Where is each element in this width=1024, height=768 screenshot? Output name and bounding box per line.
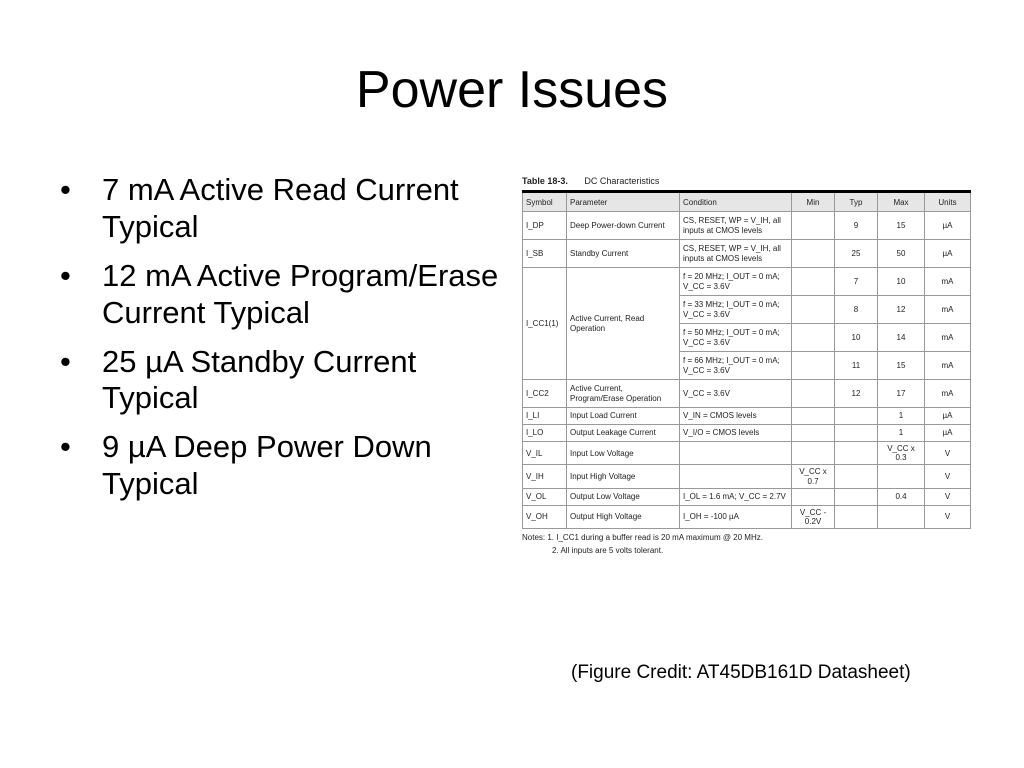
- cell-min: V_CC x 0.7: [792, 465, 835, 488]
- cell-min: [792, 324, 835, 352]
- cell-units: V: [925, 505, 971, 528]
- cell-min: [792, 442, 835, 465]
- cell-typ: 7: [835, 268, 878, 296]
- cell-typ: [835, 442, 878, 465]
- table-caption: [522, 176, 970, 186]
- cell-symbol: I_LI: [523, 408, 567, 425]
- cell-max: 15: [878, 352, 925, 380]
- cell-units: µA: [925, 408, 971, 425]
- cell-max: [878, 465, 925, 488]
- cell-typ: 8: [835, 296, 878, 324]
- bullet-icon: •: [60, 172, 71, 207]
- bullet-icon: •: [60, 429, 71, 465]
- cell-max: 1: [878, 425, 925, 442]
- cell-typ: 25: [835, 240, 878, 268]
- cell-parameter: Output Leakage Current: [567, 425, 680, 442]
- cell-min: [792, 488, 835, 505]
- cell-typ: 12: [835, 380, 878, 408]
- cell-max: 10: [878, 268, 925, 296]
- cell-parameter: Active Current, Program/Erase Operation: [567, 380, 680, 408]
- cell-min: [792, 408, 835, 425]
- cell-min: [792, 212, 835, 240]
- bullet-text: 12 mA Active Program/Erase Current Typical: [102, 257, 499, 330]
- cell-typ: [835, 408, 878, 425]
- cell-min: [792, 352, 835, 380]
- table-row: [523, 505, 971, 528]
- cell-parameter: Input Low Voltage: [567, 442, 680, 465]
- bullet-text: 7 mA Active Read Current Typical: [102, 172, 459, 244]
- table-row: [523, 488, 971, 505]
- cell-units: mA: [925, 268, 971, 296]
- cell-typ: 11: [835, 352, 878, 380]
- cell-condition: f = 50 MHz; I_OUT = 0 mA; V_CC = 3.6V: [680, 324, 792, 352]
- bullet-item: [60, 258, 500, 332]
- cell-units: mA: [925, 380, 971, 408]
- col-header: Units: [925, 192, 971, 212]
- cell-units: V: [925, 488, 971, 505]
- col-header: Condition: [680, 192, 792, 212]
- cell-min: V_CC - 0.2V: [792, 505, 835, 528]
- cell-condition: V_CC = 3.6V: [680, 380, 792, 408]
- cell-max: V_CC x 0.3: [878, 442, 925, 465]
- dc-characteristics-table: [522, 190, 971, 529]
- table-row: [523, 212, 971, 240]
- table-title: DC Characteristics: [584, 176, 660, 186]
- cell-symbol: V_IL: [523, 442, 567, 465]
- cell-symbol: V_IH: [523, 465, 567, 488]
- cell-units: mA: [925, 296, 971, 324]
- table-row: [523, 465, 971, 488]
- dc-characteristics-figure: [522, 176, 970, 558]
- cell-condition: CS, RESET, WP = V_IH, all inputs at CMOS levels: [680, 240, 792, 268]
- cell-parameter: Standby Current: [567, 240, 680, 268]
- cell-max: 12: [878, 296, 925, 324]
- cell-symbol: I_SB: [523, 240, 567, 268]
- col-header: Max: [878, 192, 925, 212]
- cell-condition: I_OH = -100 µA: [680, 505, 792, 528]
- cell-typ: [835, 425, 878, 442]
- cell-symbol: I_LO: [523, 425, 567, 442]
- bullet-item: [60, 172, 500, 246]
- cell-symbol: V_OH: [523, 505, 567, 528]
- cell-typ: [835, 488, 878, 505]
- cell-typ: 9: [835, 212, 878, 240]
- bullet-text: 25 µA Standby Current Typical: [102, 343, 417, 416]
- cell-condition: V_IN = CMOS levels: [680, 408, 792, 425]
- cell-symbol: V_OL: [523, 488, 567, 505]
- bullet-list: [60, 172, 500, 515]
- table-row: [523, 240, 971, 268]
- cell-max: 0.4: [878, 488, 925, 505]
- cell-condition: CS, RESET, WP = V_IH, all inputs at CMOS levels: [680, 212, 792, 240]
- figure-credit: (Figure Credit: AT45DB161D Datasheet): [571, 662, 911, 683]
- cell-max: 17: [878, 380, 925, 408]
- bullet-item: [60, 344, 500, 418]
- cell-condition: I_OL = 1.6 mA; V_CC = 2.7V: [680, 488, 792, 505]
- col-header: Symbol: [523, 192, 567, 212]
- cell-units: µA: [925, 425, 971, 442]
- cell-min: [792, 240, 835, 268]
- cell-units: µA: [925, 212, 971, 240]
- cell-units: µA: [925, 240, 971, 268]
- cell-condition: f = 33 MHz; I_OUT = 0 mA; V_CC = 3.6V: [680, 296, 792, 324]
- table-label: Table 18-3.: [522, 176, 568, 186]
- cell-symbol: I_CC2: [523, 380, 567, 408]
- cell-units: mA: [925, 352, 971, 380]
- cell-units: V: [925, 465, 971, 488]
- table-note: Notes: 1. I_CC1 during a buffer read is 20 mA maximum @ 20 MHz.: [522, 533, 763, 543]
- cell-max: 15: [878, 212, 925, 240]
- bullet-icon: •: [60, 257, 71, 293]
- col-header: Min: [792, 192, 835, 212]
- bullet-text: 9 µA Deep Power Down Typical: [102, 429, 432, 502]
- cell-condition: f = 66 MHz; I_OUT = 0 mA; V_CC = 3.6V: [680, 352, 792, 380]
- col-header: Parameter: [567, 192, 680, 212]
- cell-min: [792, 296, 835, 324]
- cell-condition: V_I/O = CMOS levels: [680, 425, 792, 442]
- cell-max: 1: [878, 408, 925, 425]
- cell-condition: [680, 442, 792, 465]
- cell-parameter: Input Load Current: [567, 408, 680, 425]
- col-header: Typ: [835, 192, 878, 212]
- bullet-icon: •: [60, 343, 71, 379]
- cell-min: [792, 268, 835, 296]
- cell-typ: [835, 465, 878, 488]
- table-row: [523, 425, 971, 442]
- cell-parameter: Input High Voltage: [567, 465, 680, 488]
- table-notes: [522, 532, 970, 558]
- cell-symbol: I_CC1(1): [523, 268, 567, 380]
- cell-units: mA: [925, 324, 971, 352]
- cell-condition: [680, 465, 792, 488]
- cell-units: V: [925, 442, 971, 465]
- bullet-item: [60, 429, 500, 503]
- table-header-row: [523, 192, 971, 212]
- cell-typ: [835, 505, 878, 528]
- slide-title: Power Issues: [355, 61, 669, 119]
- cell-parameter: Output Low Voltage: [567, 488, 680, 505]
- cell-min: [792, 425, 835, 442]
- cell-parameter: Active Current, Read Operation: [567, 268, 680, 380]
- cell-condition: f = 20 MHz; I_OUT = 0 mA; V_CC = 3.6V: [680, 268, 792, 296]
- cell-max: 14: [878, 324, 925, 352]
- table-note: 2. All inputs are 5 volts tolerant.: [552, 545, 664, 555]
- table-row: [523, 408, 971, 425]
- cell-symbol: I_DP: [523, 212, 567, 240]
- cell-typ: 10: [835, 324, 878, 352]
- cell-min: [792, 380, 835, 408]
- cell-parameter: Output High Voltage: [567, 505, 680, 528]
- table-row: [523, 442, 971, 465]
- cell-parameter: Deep Power-down Current: [567, 212, 680, 240]
- table-row: [523, 380, 971, 408]
- cell-max: 50: [878, 240, 925, 268]
- cell-max: [878, 505, 925, 528]
- table-row: [523, 268, 971, 296]
